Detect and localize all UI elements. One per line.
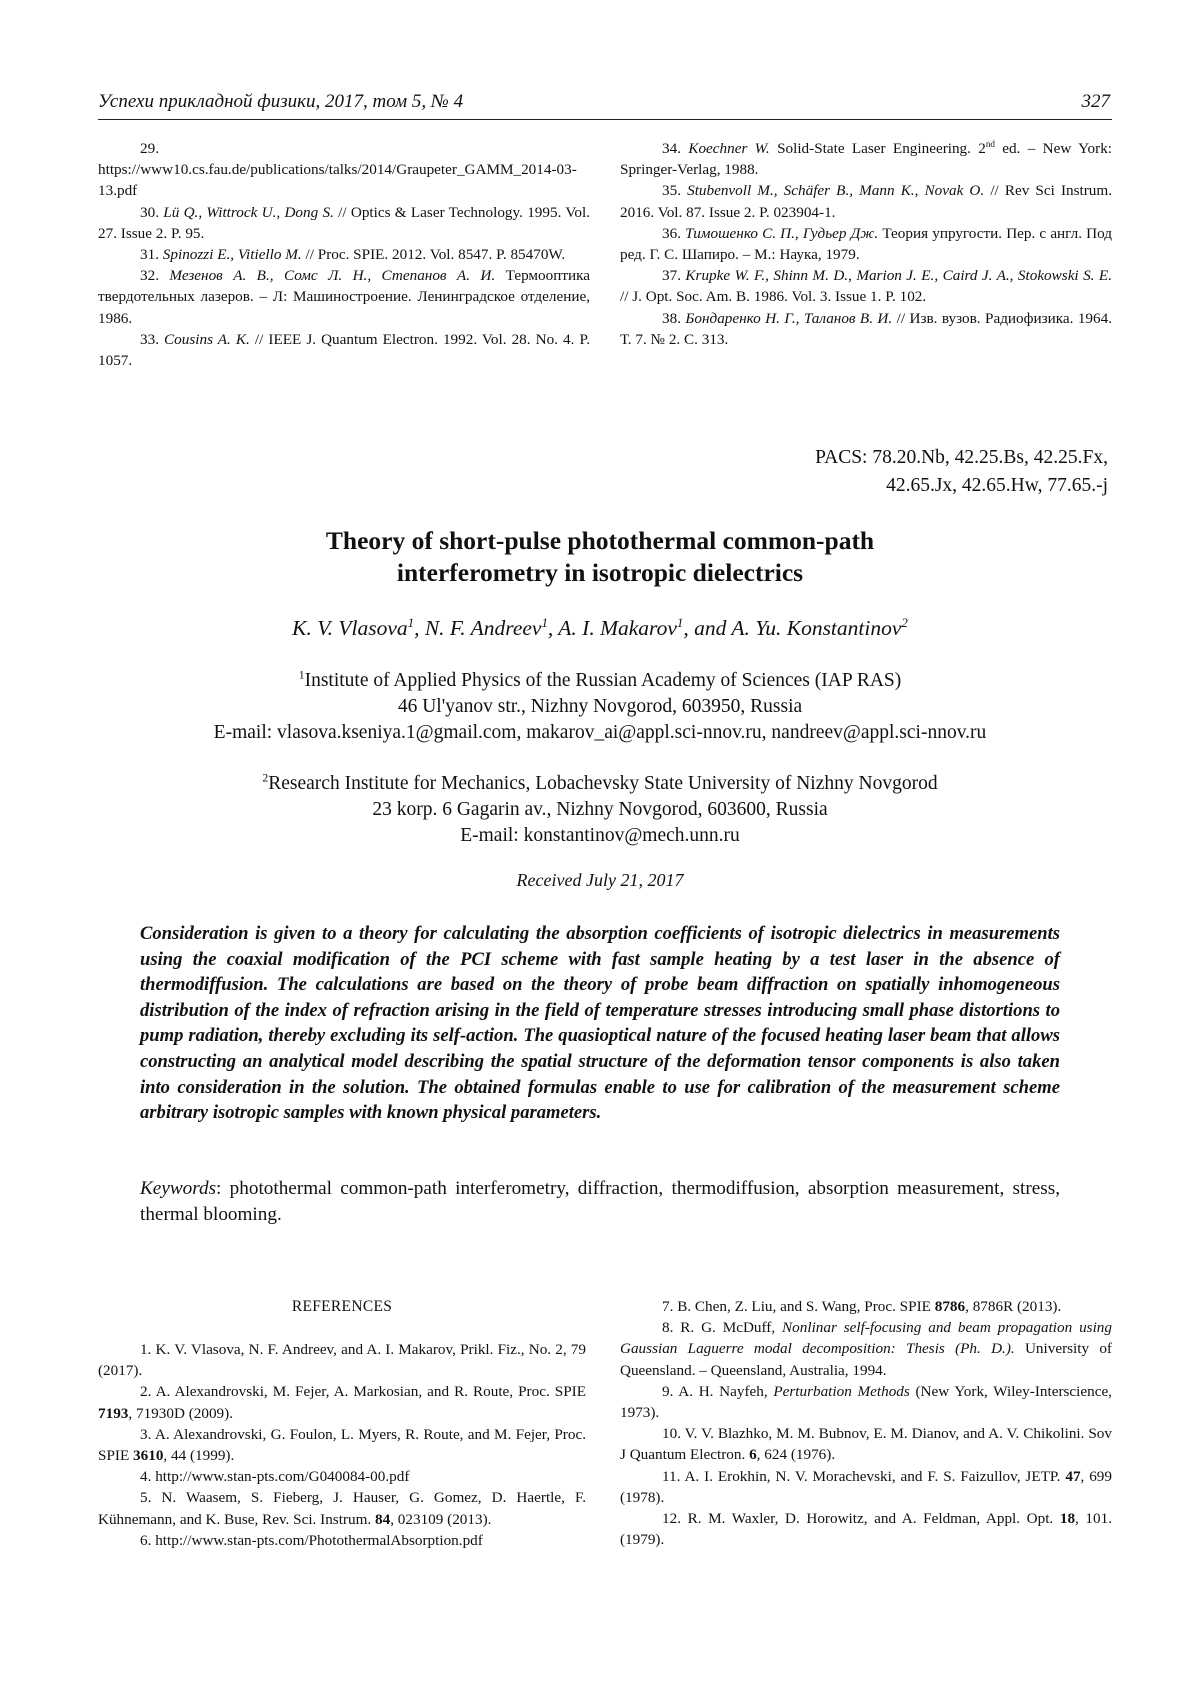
reference-item: 29. https://www10.cs.fau.de/publications/talks/2014/Graupeter_GAMM_2014-03-13.pdf xyxy=(98,140,577,200)
author: A. Yu. Konstantinov$^2$ xyxy=(731,615,908,640)
keywords: Keywords: photothermal common-path interferometry, diffraction, thermodiffusion, absorption measurement, stress, thermal blooming. xyxy=(140,1178,1060,1225)
pacs-codes: PACS: 78.20.Nb, 42.25.Bs, 42.25.Fx, 42.65.Jx, 42.65.Hw, 77.65.-j xyxy=(815,447,1108,496)
affiliation-1: $^1$Institute of Applied Physics of the Russian Academy of Sciences (IAP RAS) 46 Ul'yanov str., Nizhny Novgorod, 603950, Russia E-mail: vlasova.kseniya.1@gmail.com, makarov_ai@appl.sci-nnov.ru, nandreev@appl.sci-nnov.ru xyxy=(213,668,987,743)
top-references-left xyxy=(98,138,590,371)
reference-item: 5. N. Waasem, S. Fieberg, J. Hauser, G. Gomez, D. Haertle, F. Kühnemann, and K. Buse, Rev. Sci. Instrum. 84, 023109 (2013). xyxy=(98,1489,586,1528)
author: A. I. Makarov$^1$, and xyxy=(558,615,732,640)
affiliation-2: $^2$Research Institute for Mechanics, Lobachevsky State University of Nizhny Novgorod 23 korp. 6 Gagarin av., Nizhny Novgorod, 603600, Russia E-mail: konstantinov@mech.unn.ru xyxy=(262,771,938,846)
author: N. F. Andreev$^1$, xyxy=(424,615,559,640)
reference-item: 8. R. G. McDuff, Nonlinar self-focusing and beam propagation using Gaussian Laguerre modal decomposition: Thesis (Ph. D.). University of Queensland. – Queensland, Australia, 1994. xyxy=(620,1319,1112,1379)
reference-item: 9. A. H. Nayfeh, Perturbation Methods (New York, Wiley-Interscience, 1973). xyxy=(620,1382,1112,1422)
reference-item: 12. R. M. Waxler, D. Horowitz, and A. Feldman, Appl. Opt. 18, 101. (1979). xyxy=(620,1510,1113,1549)
reference-item: 32. Мезенов А. В., Сомс Л. Н., Степанов А. И. Термооптика твердотельных лазеров. – Л: Машиностроение. Ленинградское отделение, 1986. xyxy=(98,267,591,327)
received-date: Received July 21, 2017 xyxy=(516,870,684,890)
reference-item: 30. Lü Q., Wittrock U., Dong S. // Optics & Laser Technology. 1995. Vol. 27. Issue 2. P. 95. xyxy=(98,203,590,242)
reference-item: 3. A. Alexandrovski, G. Foulon, L. Myers, R. Route, and M. Fejer, Proc. SPIE 3610, 44 (1999). xyxy=(98,1425,586,1465)
author: K. V. Vlasova$^1$, xyxy=(292,615,425,640)
author-list xyxy=(0,614,1200,642)
reference-item: 31. Spinozzi E., Vitiello M. // Proc. SPIE. 2012. Vol. 8547. P. 85470W. xyxy=(140,246,566,264)
reference-item: 34. Koechner W. Solid-State Laser Engineering. 2nd ed. – New York: Springer-Verlag, 1988. xyxy=(620,138,1113,179)
reference-item: 7. B. Chen, Z. Liu, and S. Wang, Proc. SPIE 8786, 8786R (2013). xyxy=(662,1298,1062,1315)
reference-item: 2. A. Alexandrovski, M. Fejer, A. Markosian, and R. Route, Proc. SPIE 7193, 71930D (2009). xyxy=(98,1383,586,1422)
reference-item: 11. A. I. Erokhin, N. V. Morachevski, and F. S. Faizullov, JETP. 47, 699 (1978). xyxy=(620,1467,1112,1506)
running-header xyxy=(98,91,1112,120)
reference-item: 36. Тимошенко С. П., Гудьер Дж. Теория упругости. Пер. с англ. Под ред. Г. С. Шапиро. – М.: Наука, 1979. xyxy=(620,224,1113,264)
reference-item: 10. V. V. Blazhko, M. M. Bubnov, E. M. Dianov, and A. V. Chikolini. Sov J Quantum Electron. 6, 624 (1976). xyxy=(620,1425,1112,1464)
reference-item: 4. http://www.stan-pts.com/G040084-00.pdf xyxy=(140,1468,410,1486)
references-heading: REFERENCES xyxy=(291,1298,393,1315)
journal-title: Успехи прикладной физики, 2017, том 5, № 4 xyxy=(98,91,464,112)
references-left xyxy=(98,1339,586,1551)
reference-item: 6. http://www.stan-pts.com/PhotothermalAbsorption.pdf xyxy=(140,1531,483,1549)
reference-item: 33. Cousins A. K. // IEEE J. Quantum Electron. 1992. Vol. 28. No. 4. P. 1057. xyxy=(98,330,591,370)
reference-item: 38. Бондаренко Н. Г., Таланов В. И. // Изв. вузов. Радиофизика. 1964. Т. 7. № 2. С. 313. xyxy=(620,309,1113,348)
page-number: 327 xyxy=(1081,91,1110,112)
paper-title: Theory of short-pulse photothermal common-path interferometry in isotropic dielectrics xyxy=(325,526,875,587)
top-references-right xyxy=(620,138,1112,350)
abstract: Consideration is given to a theory for calculating the absorption coefficients of isotropic dielectrics in measurements using the coaxial modification of the PCI scheme with fast sample heating by a test laser in the absence of thermodiffusion. The calculations are based on the theory of probe beam diffraction on spatially inhomogeneous distribution of the index of refraction arising in the field of temperature stresses introducing small phase distortions to pump radiation, thereby excluding its self-action. The quasioptical nature of the focused heating laser beam that allows constructing an analytical model describing the spatial structure of the deformation tensor components is also taken into consideration in the solution. The obtained formulas enable to use for calibration of the measurement scheme arbitrary isotropic samples with known physical parameters. xyxy=(140,923,1060,1124)
reference-item: 35. Stubenvoll M., Schäfer B., Mann K., Novak O. // Rev Sci Instrum. 2016. Vol. 87. Issue 2. P. 023904-1. xyxy=(620,182,1112,221)
reference-item: 1. K. V. Vlasova, N. F. Andreev, and A. I. Makarov, Prikl. Fiz., No. 2, 79 (2017). xyxy=(98,1341,586,1380)
references-right xyxy=(620,1296,1112,1550)
reference-item: 37. Krupke W. F., Shinn M. D., Marion J. E., Caird J. A., Stokowski S. E. // J. Opt. Soc. Am. B. 1986. Vol. 3. Issue 1. P. 102. xyxy=(620,267,1112,306)
